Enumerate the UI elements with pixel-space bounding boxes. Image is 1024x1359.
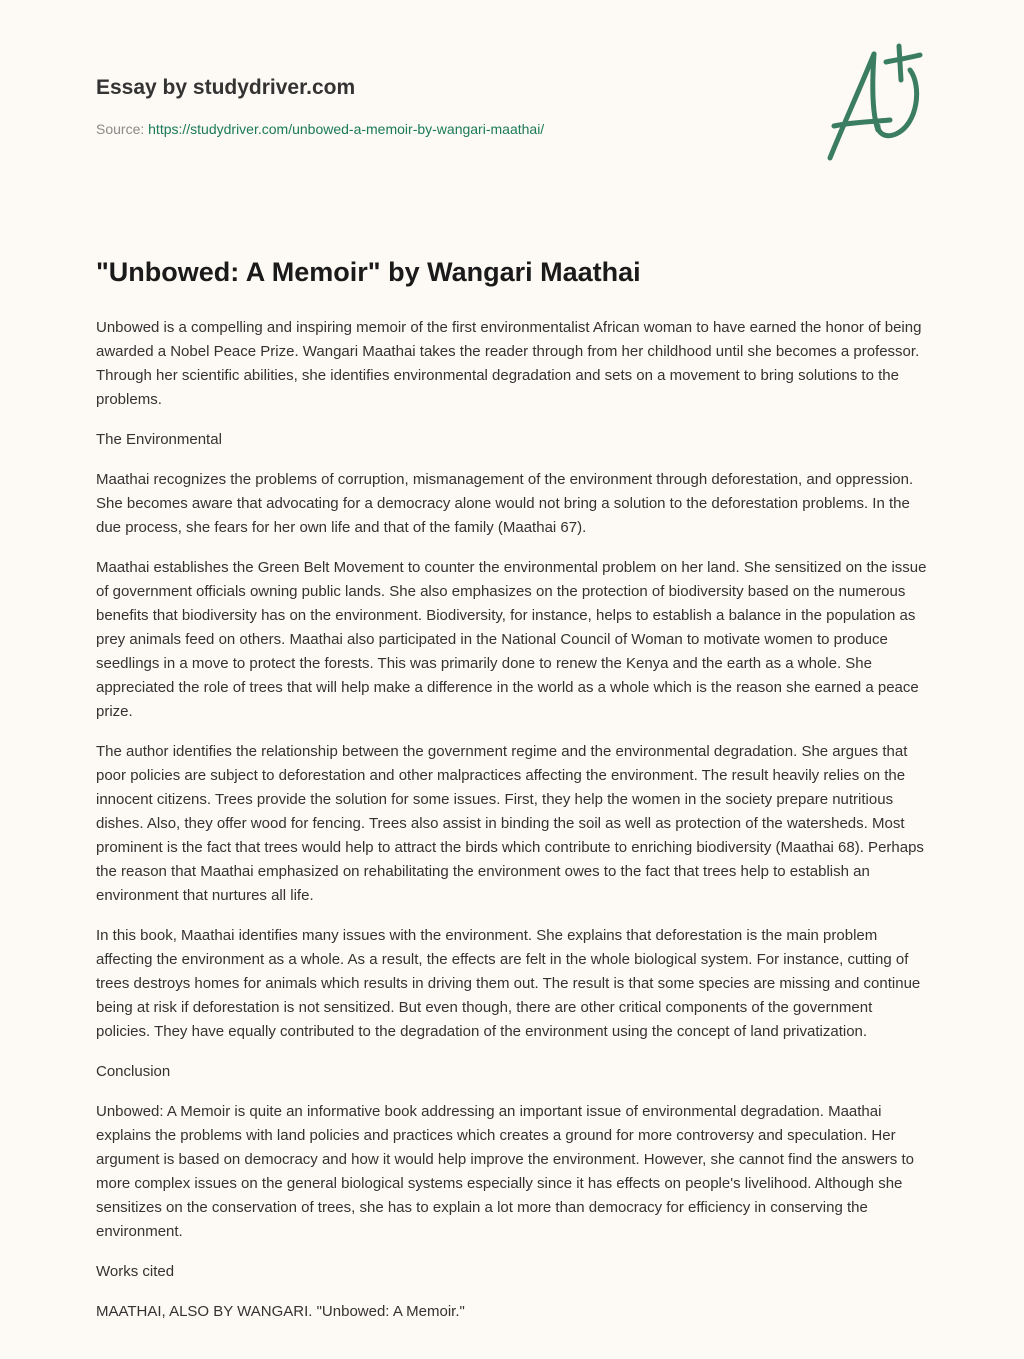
subheading-works-cited: Works cited xyxy=(96,1263,175,1280)
paragraph: The author identifies the relationship between the government regime and the environmental degradation. She argues that poor policies are subject to deforestation and other malpractices affecting the environment. The result heavily relies on the innocent citizens. Trees provide the solution for some issues. First, they help the women in the society prepare nutritious dishes. Also, they offer wood for fencing. Trees also assist in binding the soil as well as protection of the watersheds. Most prominent is the fact that trees would help to attract the birds which contribute to enriching biodiversity (Maathai 68). Perhaps the reason that Maathai emphasized on rehabilitating the environment owes to the fact that trees help to establish an environment that nurtures all life. xyxy=(96,743,924,904)
citation-entry: MAATHAI, ALSO BY WANGARI. "Unbowed: A Memoir." xyxy=(96,1303,465,1320)
paragraph-conclusion: Unbowed: A Memoir is quite an informative book addressing an important issue of environmental degradation. Maathai explains the problems with land policies and practices which creates a ground for more controversy and speculation. Her argument is based on democracy and how it would help improve the environment. However, she cannot find the answers to more complex issues on the general biological systems especially since it has effects on people's livelihood. Although she sensitizes on the conservation of trees, she has to explain a lot more than democracy for efficiency in conserving the environment. xyxy=(96,1103,914,1240)
paragraph: Maathai establishes the Green Belt Movement to counter the environmental problem on her land. She sensitized on the issue of government officials owning public lands. She also emphasizes on the protection of biodiversity based on the numerous benefits that biodiversity has on the environment. Biodiversity, for instance, helps to establish a balance in the population as prey animals feed on others. Maathai also participated in the National Council of Woman to motivate women to produce seedlings in a move to protect the forests. This was primarily done to renew the Kenya and the earth as a whole. She appreciated the role of trees that will help make a difference in the world as a whole which is the reason she earned a peace prize. xyxy=(96,559,927,720)
source-label: Source: xyxy=(96,121,145,137)
paragraph: Maathai recognizes the problems of corruption, mismanagement of the environment through deforestation, and oppression. She becomes aware that advocating for a democracy alone would not bring a solution to the deforestation problems. In the due process, she fears for her own life and that of the family (Maathai 67). xyxy=(96,471,914,536)
essay-content xyxy=(96,252,928,1340)
subheading-environmental: The Environmental xyxy=(96,431,222,448)
source-link[interactable]: https://studydriver.com/unbowed-a-memoir-by-wangari-maathai/ xyxy=(148,121,545,137)
essay-title: "Unbowed: A Memoir" by Wangari Maathai xyxy=(96,257,641,287)
subheading-conclusion: Conclusion xyxy=(96,1063,171,1080)
source-line xyxy=(96,120,796,138)
a-plus-grade-icon xyxy=(822,38,932,168)
site-title: Essay by studydriver.com xyxy=(96,76,356,99)
page-header xyxy=(96,74,796,138)
paragraph: In this book, Maathai identifies many issues with the environment. She explains that deforestation is the main problem affecting the environment as a whole. As a result, the effects are felt in the whole biological system. For instance, cutting of trees destroys homes for animals which results in driving them out. The result is that some species are missing and continue being at risk if deforestation is not sensitized. But even though, there are other critical components of the government policies. They have equally contributed to the degradation of the environment using the concept of land privatization. xyxy=(96,927,921,1040)
paragraph-intro: Unbowed is a compelling and inspiring memoir of the first environmentalist African woman to have earned the honor of being awarded a Nobel Peace Prize. Wangari Maathai takes the reader through from her childhood until she becomes a professor. Through her scientific abilities, she identifies environmental degradation and sets on a movement to bring solutions to the problems. xyxy=(96,319,922,408)
